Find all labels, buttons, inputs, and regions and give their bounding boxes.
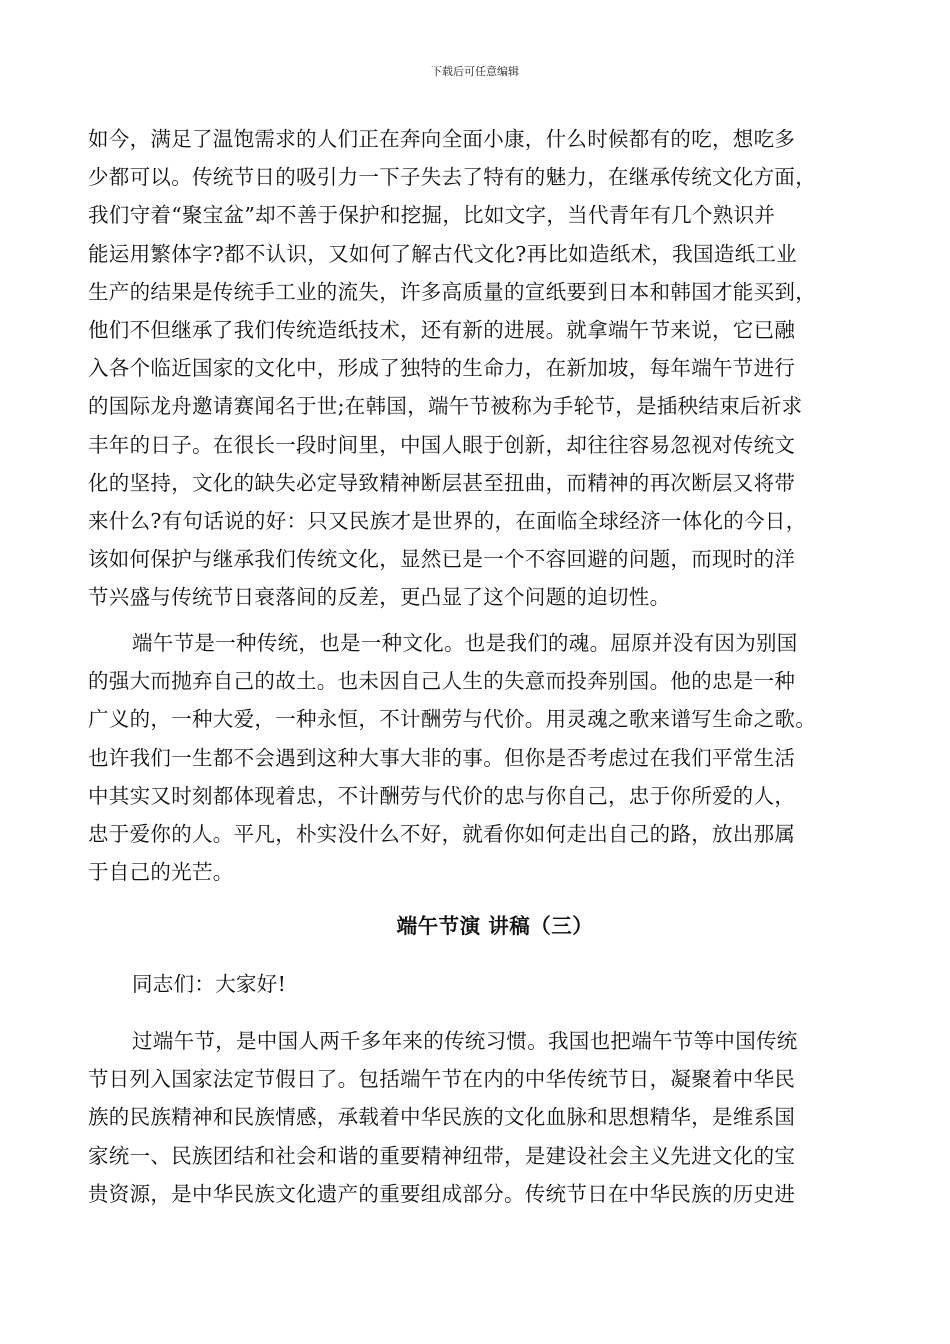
paragraph-line: 入各个临近国家的文化中，形成了独特的生命力，在新加坡，每年端午节进行 xyxy=(88,356,796,381)
section-title: 端午节演 讲稿（三） xyxy=(396,914,594,938)
paragraph-line: 端午节是一种传统，也是一种文化。也是我们的魂。屈原并没有因为别国 xyxy=(132,631,798,655)
paragraph-line: 的强大而抛弃自己的故土。也未因自己人生的失意而投奔别国。他的忠是一种 xyxy=(88,669,796,694)
page-header: 下载后可任意编辑 xyxy=(431,65,519,78)
paragraph-line: 的国际龙舟邀请赛闻名于世;在韩国，端午节被称为手轮节，是插秧结束后祈求 xyxy=(88,394,803,419)
paragraph-line: 家统一、民族团结和社会和谐的重要精神纽带，是建设社会主义先进文化的宝 xyxy=(88,1143,796,1168)
paragraph-line: 该如何保护与继承我们传统文化，显然已是一个不容回避的问题，而现时的洋 xyxy=(88,547,796,572)
paragraph-line: 贵资源，是中华民族文化遗产的重要组成部分。传统节日在中华民族的历史进 xyxy=(88,1181,796,1206)
paragraph-line: 他们不但继承了我们传统造纸技术，还有新的进展。就拿端午节来说，它已融 xyxy=(88,318,796,343)
paragraph-line: 忠于爱你的人。平凡，朴实没什么不好，就看你如何走出自己的路，放出那属 xyxy=(88,822,796,847)
paragraph-3 xyxy=(88,1022,860,1213)
paragraph-line: 过端午节，是中国人两千多年来的传统习惯。我国也把端午节等中国传统 xyxy=(132,1029,798,1053)
paragraph-line: 来什么?有句话说的好：只又民族才是世界的，在面临全球经济一体化的今日， xyxy=(88,509,807,534)
paragraph-line: 族的民族精神和民族情感，承载着中华民族的文化血脉和思想精华，是维系国 xyxy=(88,1105,796,1130)
paragraph-line: 我们守着“聚宝盆”却不善于保护和挖掘，比如文字，当代青年有几个熟识并 xyxy=(88,203,776,228)
paragraph-1 xyxy=(88,120,860,617)
paragraph-2 xyxy=(88,624,860,891)
paragraph-line: 如今，满足了温饱需求的人们正在奔向全面小康，什么时候都有的吃，想吃多 xyxy=(88,127,796,151)
paragraph-line: 也许我们一生都不会遇到这种大事大非的事。但你是否考虑过在我们平常生活 xyxy=(88,745,796,770)
paragraph-line: 化的坚持，文化的缺失必定导致精神断层甚至扭曲，而精神的再次断层又将带 xyxy=(88,470,796,495)
paragraph-line: 广义的，一种大爱，一种永恒，不计酬劳与代价。用灵魂之歌来谱写生命之歌。 xyxy=(88,707,816,732)
paragraph-line: 丰年的日子。在很长一段时间里，中国人眼于创新，却往往容易忽视对传统文 xyxy=(88,432,796,457)
paragraph-line: 节兴盛与传统节日衰落间的反差，更凸显了这个问题的迫切性。 xyxy=(88,585,671,610)
paragraph-line: 能运用繁体字?都不认识，又如何了解古代文化?再比如造纸术，我国造纸工业 xyxy=(88,241,797,266)
paragraph-line: 中其实又时刻都体现着忠，不计酬劳与代价的忠与你自己，忠于你所爱的人， xyxy=(88,783,796,808)
paragraph-line: 于自己的光芒。 xyxy=(88,860,234,885)
paragraph-line: 生产的结果是传统手工业的流失，许多高质量的宣纸要到日本和韩国才能买到， xyxy=(88,279,816,304)
greeting-text: 同志们：大家好! xyxy=(132,972,287,996)
paragraph-line: 节日列入国家法定节假日了。包括端午节在内的中华传统节日，凝聚着中华民 xyxy=(88,1067,796,1092)
paragraph-line: 少都可以。传统节日的吸引力一下子失去了特有的魅力，在继承传统文化方面， xyxy=(88,165,816,190)
